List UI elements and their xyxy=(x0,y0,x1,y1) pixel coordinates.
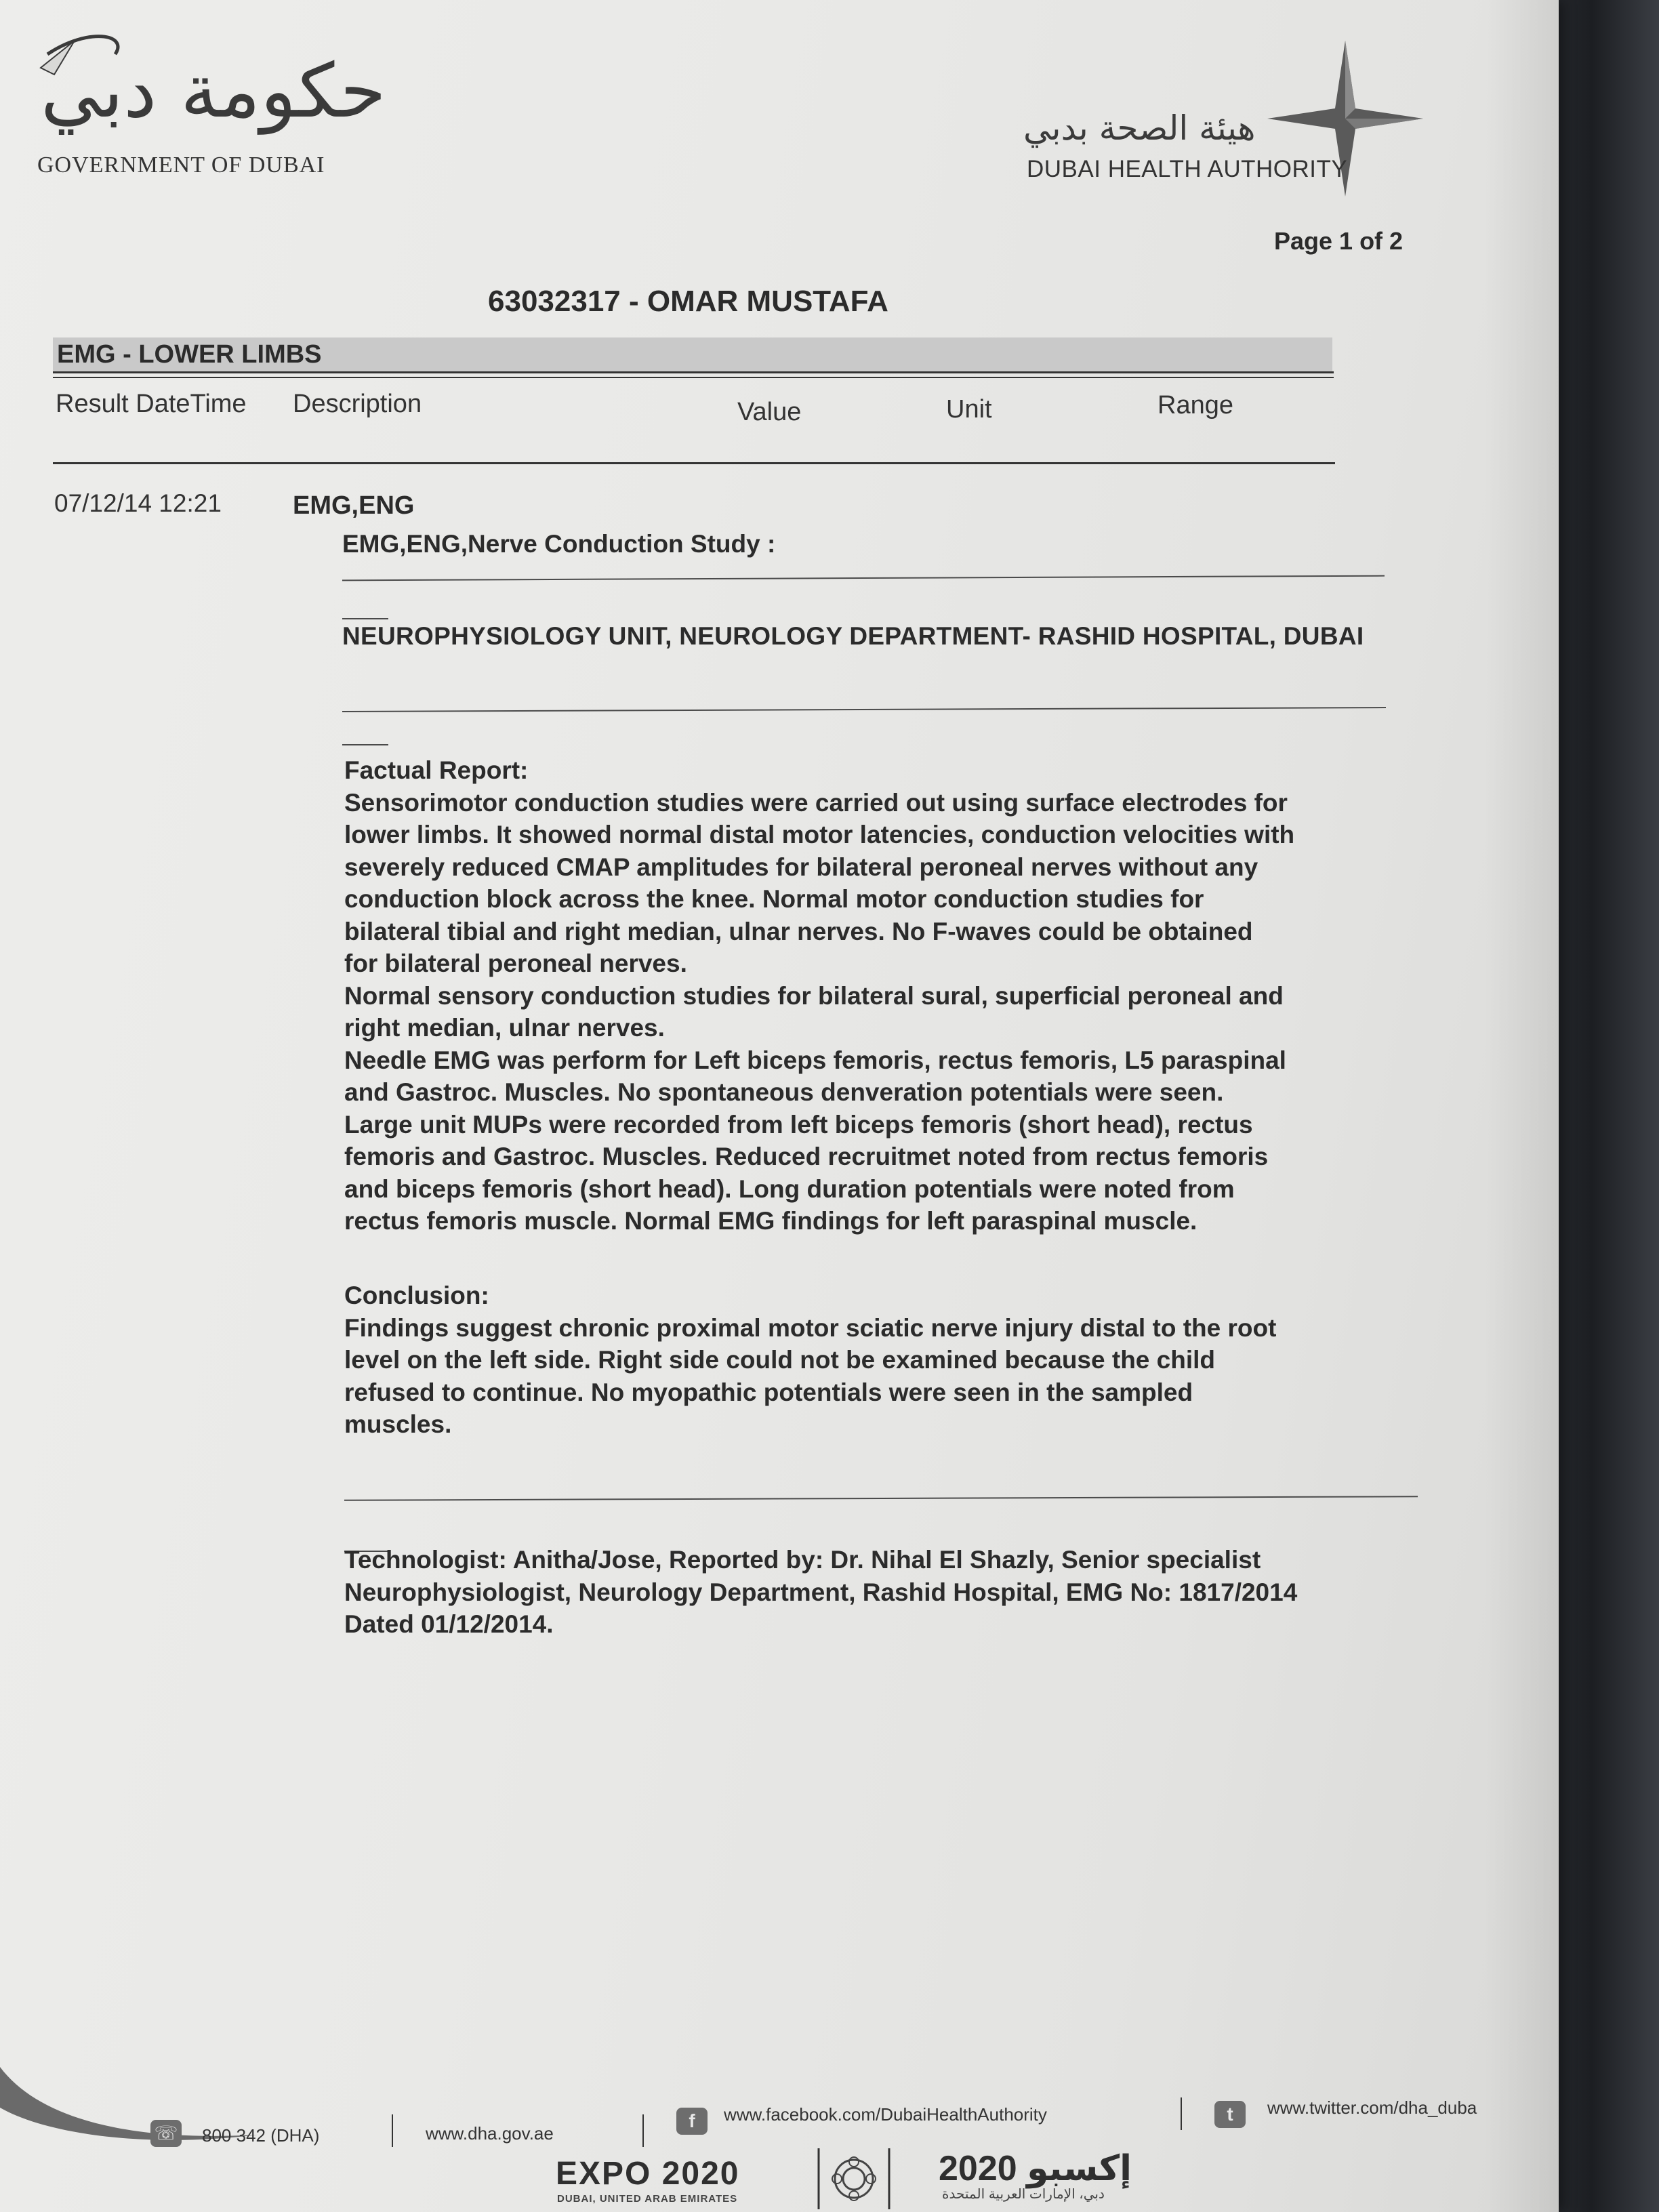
footer-facebook-link[interactable]: www.facebook.com/DubaiHealthAuthority xyxy=(724,2104,1047,2125)
conclusion xyxy=(344,1279,1401,1441)
report-line: rectus femoris muscle. Normal EMG findings for left paraspinal muscle. xyxy=(344,1207,1197,1235)
twitter-icon: t xyxy=(1214,2101,1246,2128)
section-rule xyxy=(53,371,1334,373)
result-datetime: 07/12/14 12:21 xyxy=(54,489,222,517)
divider xyxy=(342,707,1386,712)
report-line: Needle EMG was perform for Left biceps femoris, rectus femoris, L5 paraspinal xyxy=(344,1046,1286,1074)
test-subtitle: EMG,ENG,Nerve Conduction Study : xyxy=(342,530,776,558)
column-header-datetime: Result DateTime xyxy=(56,390,247,418)
divider-tick xyxy=(342,618,388,619)
expo-2020-arabic: إكسبو 2020 xyxy=(939,2149,1132,2188)
footer-separator xyxy=(642,2114,644,2147)
header-rule xyxy=(53,462,1335,464)
column-header-unit: Unit xyxy=(946,395,992,424)
report-line: Large unit MUPs were recorded from left biceps femoris (short head), rectus xyxy=(344,1110,1253,1139)
patient-id-name: 63032317 - OMAR MUSTAFA xyxy=(488,285,888,318)
report-line: Sensorimotor conduction studies were carried out using surface electrodes for xyxy=(344,788,1288,817)
dha-arabic-wordmark: هيئة الصحة بدبي xyxy=(1023,108,1256,148)
conclusion-line: level on the left side. Right side could not be examined because the child xyxy=(344,1346,1215,1374)
signature-line: Technologist: Anitha/Jose, Reported by: Dr. Nihal El Shazly, Senior specialist xyxy=(344,1546,1261,1574)
report-line: lower limbs. It showed normal distal motor latencies, conduction velocities with xyxy=(344,821,1295,848)
footer-separator xyxy=(392,2114,393,2147)
footer-phone: 800 342 (DHA) xyxy=(202,2125,320,2146)
report-line: severely reduced CMAP amplitudes for bilateral peroneal nerves without any xyxy=(344,853,1258,881)
divider xyxy=(344,1496,1418,1501)
conclusion-line: Findings suggest chronic proximal motor sciatic nerve injury distal to the root xyxy=(344,1313,1277,1342)
gov-arabic-wordmark: حكومة دبي xyxy=(41,47,386,134)
expo-2020-english-subtitle: DUBAI, UNITED ARAB EMIRATES xyxy=(557,2193,738,2205)
factual-report xyxy=(344,754,1401,1237)
page-edge-shadow xyxy=(1484,0,1559,2212)
column-header-description: Description xyxy=(293,390,422,418)
test-name: EMG,ENG xyxy=(293,491,415,520)
expo-2020-english: EXPO 2020 xyxy=(556,2156,740,2192)
department-line: NEUROPHYSIOLOGY UNIT, NEUROLOGY DEPARTMENT- RASHID HOSPITAL, DUBAI xyxy=(342,622,1364,650)
section-rule xyxy=(53,377,1334,378)
footer-separator xyxy=(1181,2097,1182,2130)
divider-tick xyxy=(342,744,388,745)
report-line: conduction block across the knee. Normal motor conduction studies for xyxy=(344,885,1204,913)
report-line: Normal sensory conduction studies for bilateral sural, superficial peroneal and xyxy=(344,981,1284,1010)
report-line: femoris and Gastroc. Muscles. Reduced recruitmet noted from rectus femoris xyxy=(344,1143,1269,1170)
factual-heading: Factual Report: xyxy=(344,756,529,784)
gov-english-wordmark: GOVERNMENT OF DUBAI xyxy=(37,152,325,178)
report-line: bilateral tibial and right median, ulnar nerves. No F-waves could be obtained xyxy=(344,917,1253,945)
column-header-value: Value xyxy=(737,398,802,426)
report-line: and Gastroc. Muscles. No spontaneous denveration potentials were seen. xyxy=(344,1078,1224,1106)
section-title: EMG - LOWER LIMBS xyxy=(57,340,322,369)
expo-emblem-icon xyxy=(813,2148,895,2209)
conclusion-heading: Conclusion: xyxy=(344,1282,489,1309)
column-header-range: Range xyxy=(1158,391,1233,419)
phone-icon: ☏ xyxy=(150,2120,182,2147)
dha-english-wordmark: DUBAI HEALTH AUTHORITY xyxy=(1027,156,1348,182)
signature-block xyxy=(344,1544,1401,1641)
conclusion-line: muscles. xyxy=(344,1410,452,1438)
footer-twitter-link[interactable]: www.twitter.com/dha_duba xyxy=(1267,2097,1477,2118)
report-line: for bilateral peroneal nerves. xyxy=(344,949,687,977)
report-line: and biceps femoris (short head). Long duration potentials were noted from xyxy=(344,1174,1235,1203)
report-line: right median, ulnar nerves. xyxy=(344,1014,665,1042)
signature-line: Dated 01/12/2014. xyxy=(344,1610,554,1638)
facebook-icon: f xyxy=(676,2108,708,2135)
conclusion-line: refused to continue. No myopathic potentials were seen in the sampled xyxy=(344,1378,1193,1406)
expo-2020-arabic-subtitle: دبي، الإمارات العربية المتحدة xyxy=(942,2187,1105,2202)
signature-line: Neurophysiologist, Neurology Department, Rashid Hospital, EMG No: 1817/2014 xyxy=(344,1578,1298,1606)
divider xyxy=(342,575,1385,581)
footer-website-link[interactable]: www.dha.gov.ae xyxy=(426,2123,554,2144)
page-number: Page 1 of 2 xyxy=(1274,227,1404,255)
